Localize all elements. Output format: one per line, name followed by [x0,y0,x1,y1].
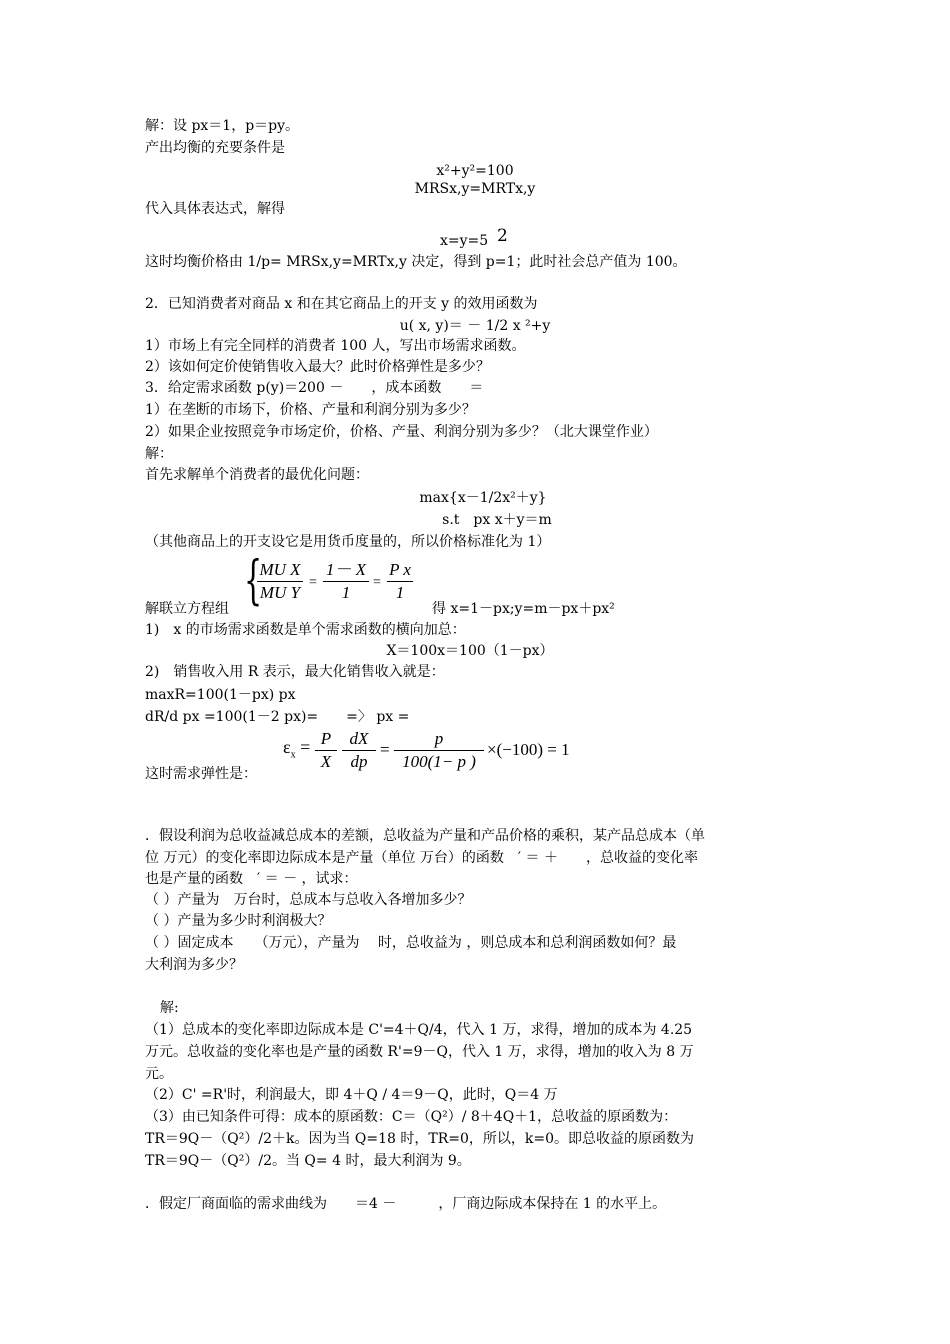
p2-s1: 首先求解单个消费者的最优化问题： [145,467,369,483]
p2-st: s.t px x＋y＝m [442,512,552,528]
system-label: 解联立方程组 [145,601,229,617]
frac-p-x-num: P [320,729,332,748]
p3-q3b: 大利润为多少？ [145,957,243,973]
p3-q3a: （ ）固定成本 （万元），产量为 时，总收益为 ，则总成本和总利润函数如何？最 [145,935,677,951]
frac-p-x-den: X [320,752,332,772]
elastic-tail: ×(−100) = 1 [487,740,570,759]
frac-px-den: 1 [395,583,405,603]
p3-sol: 解: [160,1000,179,1016]
frac-1mx-num: 1－ X [325,560,367,579]
elastic-epsilon: $\varepsilon_x$ = [283,737,311,761]
p3-l3: 也是产量的函数 ′ ＝ － ，试求： [145,871,358,887]
sol1-eq3: x=y=5 [440,233,489,249]
p2-q5: 2）如果企业按照竞争市场定价，价格、产量、利润分别为多少？（北大课堂作业） [145,424,658,440]
p3-r2: （2）C' =R'时，利润最大，即 4＋Q / 4＝9－Q，此时，Q＝4 万 [145,1087,558,1103]
p2-a2: 2) 销售收入用 R 表示，最大化销售收入就是： [145,664,445,680]
p3-r1a: （1）总成本的变化率即边际成本是 C'=4＋Q/4，代入 1 万，求得，增加的成本为 4.25 [145,1022,693,1038]
frac-1mx [323,560,369,604]
sol1-line4: 这时均衡价格由 1/p= MRSx,y=MRTx,y 决定，得到 p=1；此时社会总产值为 100。 [145,254,687,270]
p2-q2: 2）该如何定价使销售收入最大？此时价格弹性是多少？ [145,359,490,375]
frac-price [394,729,484,773]
frac-price-num: p [434,729,444,748]
sol1-eq1: x²+y²=100 [436,163,514,179]
p2-title: 2．已知消费者对商品 x 和在其它商品上的开支 y 的效用函数为 [145,296,538,312]
frac-mu [257,560,303,604]
p2-utility: u( x, y)＝ － 1/2 x ²+y [399,318,551,334]
frac-price-den: 100(1− p ) [402,752,476,772]
frac-dx-dp [342,729,376,773]
elastic-label: 这时需求弹性是： [145,766,257,782]
p3-q1: （ ）产量为 万台时，总成本与总收入各增加多少？ [145,892,472,908]
p3-q2: （ ）产量为多少时利润极大？ [145,913,332,929]
p2-note: （其他商品上的开支设它是用货币度量的，所以价格标准化为 1） [145,534,551,550]
frac-dx-dp-den: dp [350,752,368,772]
sol1-eq3-root: 2 [497,226,508,246]
eq-sign-1: = [309,575,317,590]
p3-r3a: （3）由已知条件可得：成本的原函数：C＝（Q²）/ 8＋4Q＋1，总收益的原函数为： [145,1109,678,1125]
p2-a1-eq: X＝100x＝100（1－px） [386,643,554,659]
p2-max: max{x－1/2x²＋y} [419,490,547,506]
eq-sign-3: = [380,740,390,759]
p2-q4: 1）在垄断的市场下，价格、产量和利润分别为多少？ [145,402,476,418]
p2-a1: 1) x 的市场需求函数是单个需求函数的横向加总： [145,622,466,638]
p3-l2: 位 万元）的变化率即边际成本是产量（单位 万台）的函数 ′ ＝ ＋ ，总收益的变化率 [145,850,698,866]
system-brace: { [244,551,263,611]
p2-a2-l1: maxR=100(1－px) px [145,687,296,703]
p2-q3: 3．给定需求函数 p(y)＝200 － ，成本函数 ＝ [145,380,484,396]
frac-dx-dp-num: dX [349,729,369,748]
frac-mu-den: MU Y [259,583,301,603]
p2-a2-l2: dR/d px =100(1－2 px)= =〉 px = [145,709,410,725]
p4-l1: ．假定厂商面临的需求曲线为 ＝4 － ，厂商边际成本保持在 1 的水平上。 [145,1196,667,1212]
p2-sol: 解： [145,446,173,462]
frac-mu-num: MU X [259,560,301,579]
frac-px-num: P x [389,560,411,579]
system-result: 得 x=1－px;y=m－px＋px² [432,601,615,617]
sol1-line3: 代入具体表达式，解得 [145,201,285,217]
p2-q1: 1）市场上有完全同样的消费者 100 人，写出市场需求函数。 [145,338,526,354]
p3-r1c: 元。 [145,1066,173,1082]
p3-r1b: 万元。总收益的变化率也是产量的函数 R'=9－Q，代入 1 万，求得，增加的收入为 8 万 [145,1044,694,1060]
frac-p-x [315,729,337,773]
frac-px [387,560,413,604]
p3-l1: ．假设利润为总收益减总成本的差额，总收益为产量和产品价格的乘积，某产品总成本（单 [145,828,705,844]
p3-r3c: TR＝9Q－（Q²）/2。当 Q= 4 时，最大利润为 9。 [145,1153,471,1169]
eq-sign-2: = [373,575,381,590]
sol1-line2: 产出均衡的充要条件是 [145,140,285,156]
frac-1mx-den: 1 [341,583,351,603]
sol1-line1: 解：设 px＝1，p＝py。 [145,118,300,134]
p3-r3b: TR＝9Q－（Q²）/2＋k。因为当 Q=18 时，TR=0，所以，k=0。即总收益的原函数为 [145,1131,695,1147]
sol1-eq2: MRSx,y=MRTx,y [414,181,536,197]
